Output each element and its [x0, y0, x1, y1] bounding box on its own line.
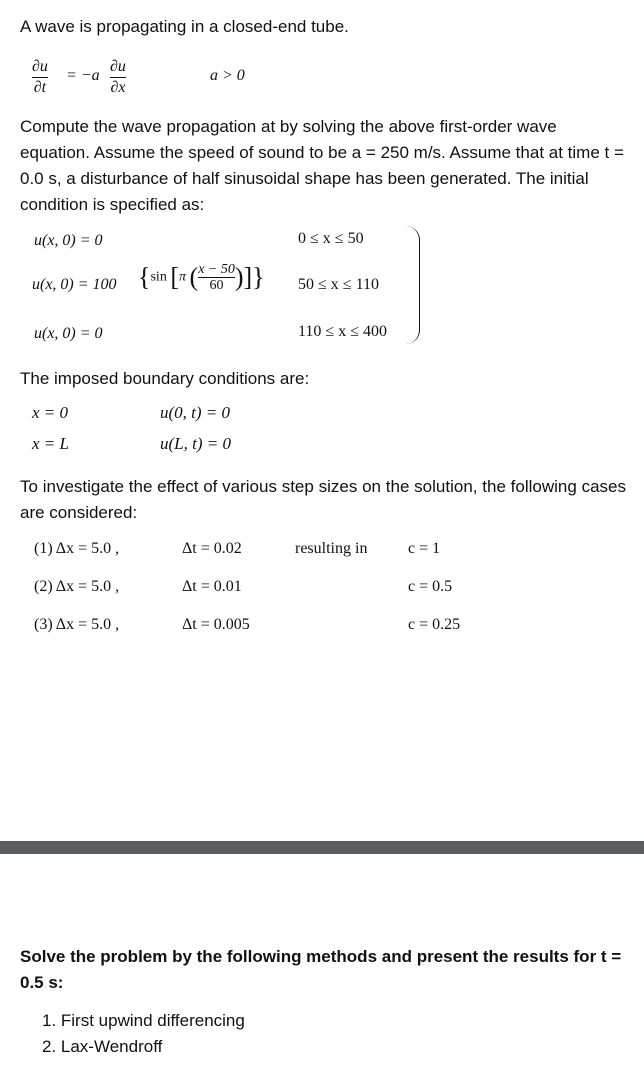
bc-row1-x: x = 0 [32, 403, 69, 422]
section-divider [0, 841, 644, 854]
bc-row1-u: u(0, t) = 0 [160, 403, 231, 422]
ic-line2-lhs: u(x, 0) = 100 [32, 276, 117, 293]
case1-dt: Δt = 0.02 [182, 540, 242, 557]
case3-c: c = 0.25 [408, 616, 461, 633]
case3-dt: Δt = 0.005 [182, 616, 250, 633]
ic-right-brace [405, 226, 420, 344]
case2-dt: Δt = 0.01 [182, 578, 242, 595]
boundary-heading: The imposed boundary conditions are: [20, 369, 310, 388]
ic-line2-expression: {sin [π ( $\frac{x - 50}{60}$ )]} [138, 262, 265, 293]
ic-frac-den: 60 [209, 278, 224, 293]
pde-lhs-num: ∂u [32, 58, 48, 75]
ic-pi: π [179, 269, 187, 285]
pde-rhs-fraction [110, 58, 126, 97]
intro-text: A wave is propagating in a closed-end tube. [20, 17, 349, 36]
case1-resulting: resulting in [295, 540, 368, 557]
method-item-1: 1. First upwind differencing [42, 1011, 245, 1030]
case1-dx: (1) Δx = 5.0 , [34, 540, 120, 557]
pde-rhs-den: ∂x [110, 79, 126, 96]
case1-c: c = 1 [408, 540, 441, 557]
method-item-2: 2. Lax-Wendroff [42, 1037, 163, 1056]
pde-lhs-fraction [32, 58, 48, 97]
bc-row2-u: u(L, t) = 0 [160, 434, 231, 453]
case2-dx: (2) Δx = 5.0 , [34, 578, 120, 595]
pde-equals: = −a [66, 67, 100, 84]
ic-line3-lhs: u(x, 0) = 0 [34, 325, 103, 342]
pde-rhs-num: ∂u [110, 58, 126, 75]
ic-line1-lhs: u(x, 0) = 0 [34, 232, 103, 249]
problem-paragraph: Compute the wave propagation at by solving the above first-order wave equation. Assume the speed of sound to be a = 250 m/s. Assume that at time t = 0.0 s, a disturbance of half sinusoidal shape has been generated. The initial condition is specified as: [20, 117, 624, 214]
ic-line3-range: 110 ≤ x ≤ 400 [298, 323, 387, 340]
pde-lhs-den: ∂t [33, 79, 47, 96]
ic-line2-range: 50 ≤ x ≤ 110 [298, 276, 379, 293]
ic-line1-range: 0 ≤ x ≤ 50 [298, 230, 364, 247]
case2-c: c = 0.5 [408, 578, 453, 595]
case3-dx: (3) Δx = 5.0 , [34, 616, 120, 633]
ic-frac-num: x − 50 [198, 262, 235, 277]
bc-row2-x: x = L [32, 434, 69, 453]
cases-intro: To investigate the effect of various step sizes on the solution, the following cases are considered: [20, 477, 626, 522]
ic-sin: sin [150, 269, 167, 285]
task-text: Solve the problem by the following methods and present the results for t = 0.5 s: [20, 947, 622, 992]
pde-condition: a > 0 [210, 67, 245, 84]
